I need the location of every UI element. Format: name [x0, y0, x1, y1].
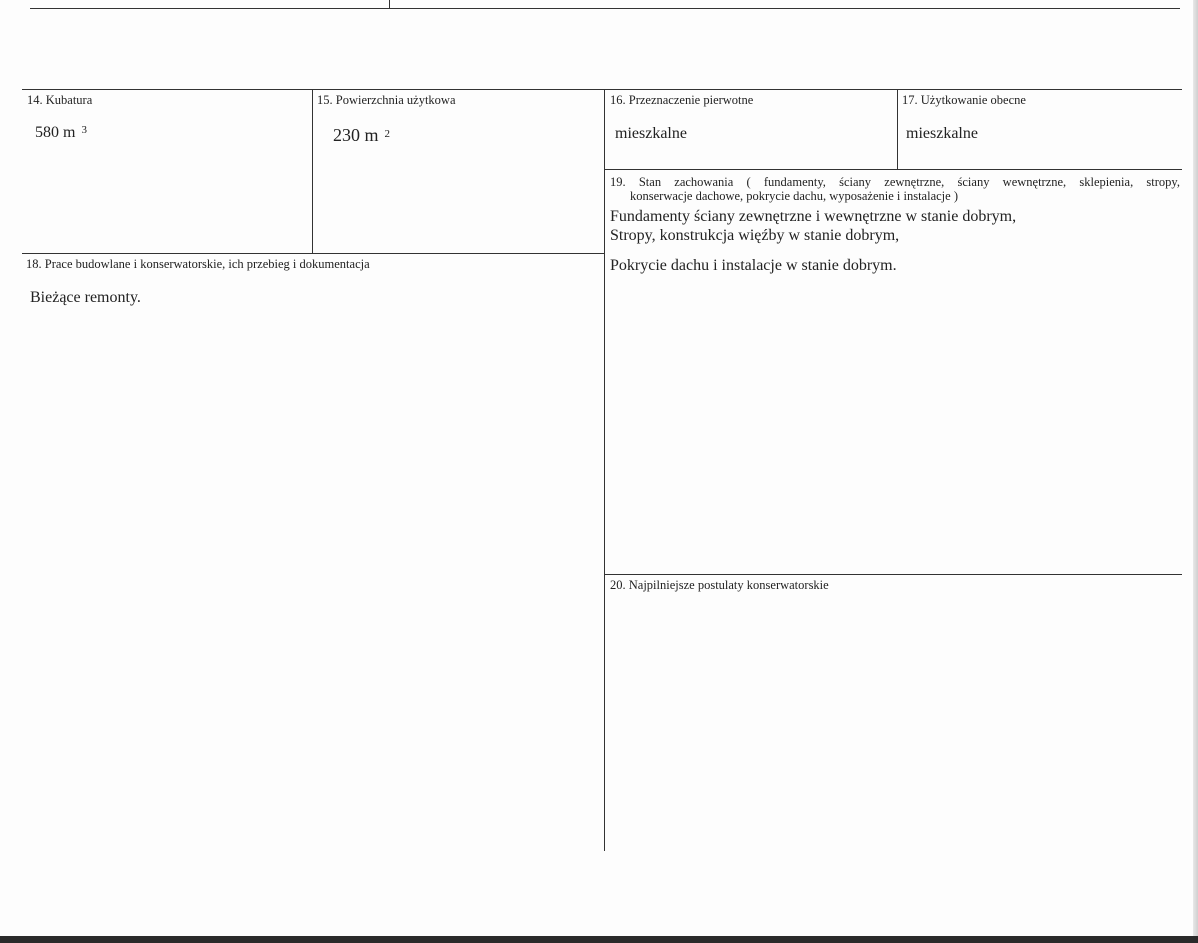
field19-line-3: Pokrycie dachu i instalacje w stanie dobrym. — [610, 257, 897, 274]
scan-bottom-edge — [0, 936, 1198, 943]
scan-right-edge — [1193, 0, 1198, 943]
field18-label: 18. Prace budowlane i konserwatorskie, ich przebieg i dokumentacja — [26, 257, 370, 271]
field16-17-divider — [897, 89, 898, 169]
field18-top-line — [22, 253, 604, 254]
field20-top-line — [604, 574, 1182, 575]
field16-17-bottom-line — [604, 169, 1182, 170]
field14-value-text: 580 m — [35, 124, 76, 141]
field19-label — [610, 175, 1180, 203]
field15-value — [333, 125, 390, 146]
field18-value: Bieżące remonty. — [30, 289, 141, 306]
field15-value-text: 230 m — [333, 125, 379, 145]
field19-label-line1: 19. Stan zachowania ( fundamenty, ściany zewnętrzne, ściany wewnętrzne, sklepienia, stropy, — [610, 175, 1180, 189]
field19-line-2: Stropy, konstrukcja więźby w stanie dobrym, — [610, 227, 900, 244]
field15-exponent: 2 — [384, 128, 391, 140]
field16-value: mieszkalne — [615, 125, 687, 142]
field17-label: 17. Użytkowanie obecne — [902, 93, 1026, 107]
top-divider-line — [389, 0, 390, 8]
field14-exponent: 3 — [81, 124, 87, 136]
field19-label-line2: konserwacje dachowe, pokrycie dachu, wyposażenie i instalacje ) — [630, 189, 958, 203]
field20-label: 20. Najpilniejsze postulaty konserwatorskie — [610, 578, 829, 592]
field17-value: mieszkalne — [906, 125, 978, 142]
field14-value — [35, 124, 87, 142]
field14-label: 14. Kubatura — [27, 93, 93, 107]
field15-label: 15. Powierzchnia użytkowa — [317, 93, 456, 107]
top-border-line — [30, 8, 1180, 9]
field14-15-divider — [312, 89, 313, 253]
center-divider — [604, 89, 605, 851]
field19-line-1: Fundamenty ściany zewnętrzne i wewnętrzne w stanie dobrym, — [610, 208, 1017, 225]
row-top-line — [22, 89, 1182, 90]
field16-label: 16. Przeznaczenie pierwotne — [610, 93, 754, 107]
